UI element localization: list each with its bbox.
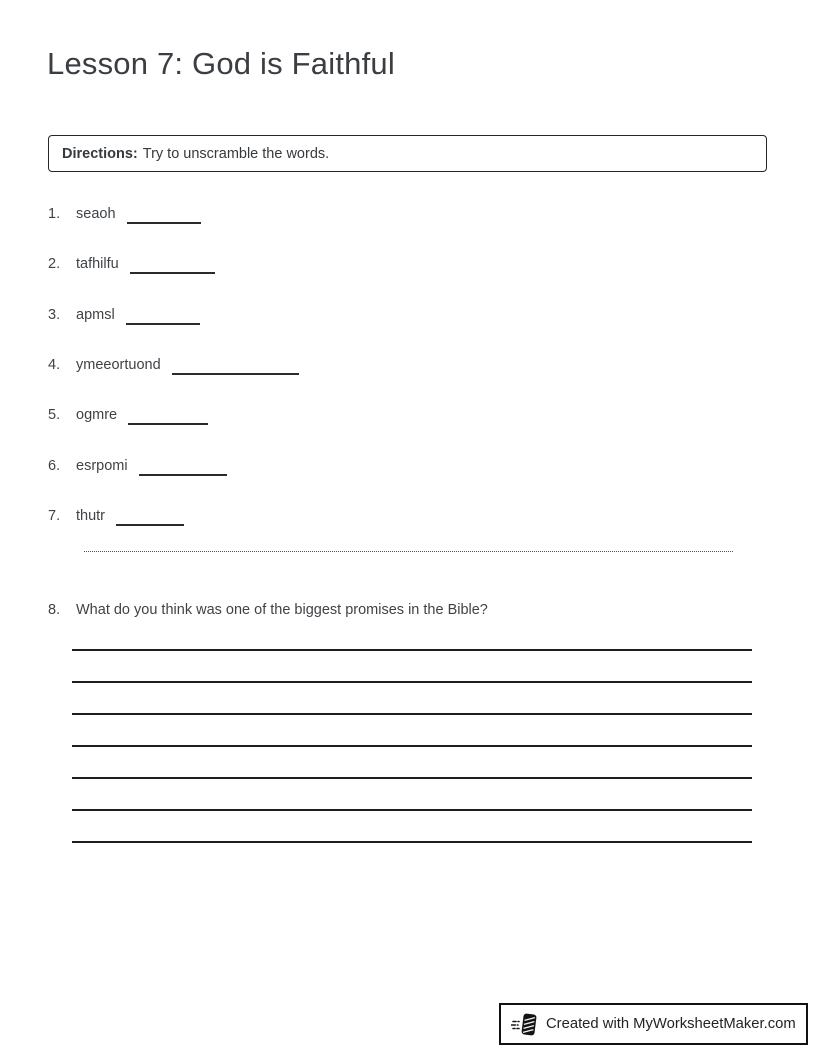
unscramble-item: [48, 354, 299, 376]
answer-line[interactable]: [72, 715, 752, 747]
answer-blank[interactable]: [116, 505, 184, 526]
scrambled-word: apmsl: [76, 307, 115, 323]
answer-line[interactable]: [72, 811, 752, 843]
answer-blank[interactable]: [128, 404, 208, 425]
scrambled-word: esrpomi: [76, 458, 128, 474]
answer-line[interactable]: [72, 747, 752, 779]
worksheet-maker-logo-icon: [511, 1011, 538, 1038]
answer-line[interactable]: [72, 779, 752, 811]
directions-box: [48, 135, 767, 172]
scrambled-word: thutr: [76, 508, 106, 524]
item-number: 7.: [48, 508, 61, 524]
answer-blank[interactable]: [172, 354, 299, 375]
question-number: 8.: [48, 602, 61, 618]
scrambled-word: ymeeortuond: [76, 357, 161, 373]
dotted-divider: [84, 551, 733, 552]
answer-blank[interactable]: [139, 455, 227, 476]
answer-blank[interactable]: [126, 304, 200, 325]
question-row: [48, 600, 488, 620]
page-title: Lesson 7: God is Faithful: [47, 46, 395, 81]
unscramble-item: [48, 404, 208, 426]
item-number: 2.: [48, 256, 61, 272]
scrambled-word: seaoh: [76, 206, 116, 222]
answer-line[interactable]: [72, 651, 752, 683]
answer-line[interactable]: [72, 683, 752, 715]
unscramble-item: [48, 203, 201, 225]
answer-blank[interactable]: [130, 253, 215, 274]
answer-line[interactable]: [72, 619, 752, 651]
question-text: What do you think was one of the biggest promises in the Bible?: [76, 602, 488, 618]
scrambled-word: tafhilfu: [76, 256, 119, 272]
unscramble-item: [48, 455, 227, 477]
item-number: 6.: [48, 458, 61, 474]
footer-badge: [499, 1003, 808, 1045]
item-number: 3.: [48, 307, 61, 323]
unscramble-item: [48, 253, 215, 275]
item-number: 1.: [48, 206, 61, 222]
unscramble-item: [48, 505, 184, 527]
item-number: 4.: [48, 357, 61, 373]
directions-label: Directions:: [62, 145, 138, 162]
directions-text: Try to unscramble the words.: [142, 145, 330, 162]
answer-blank[interactable]: [127, 203, 201, 224]
unscramble-item: [48, 304, 200, 326]
item-number: 5.: [48, 407, 61, 423]
scrambled-word: ogmre: [76, 407, 118, 423]
answer-lines: [72, 619, 752, 843]
footer-text: Created with MyWorksheetMaker.com: [546, 1016, 796, 1032]
